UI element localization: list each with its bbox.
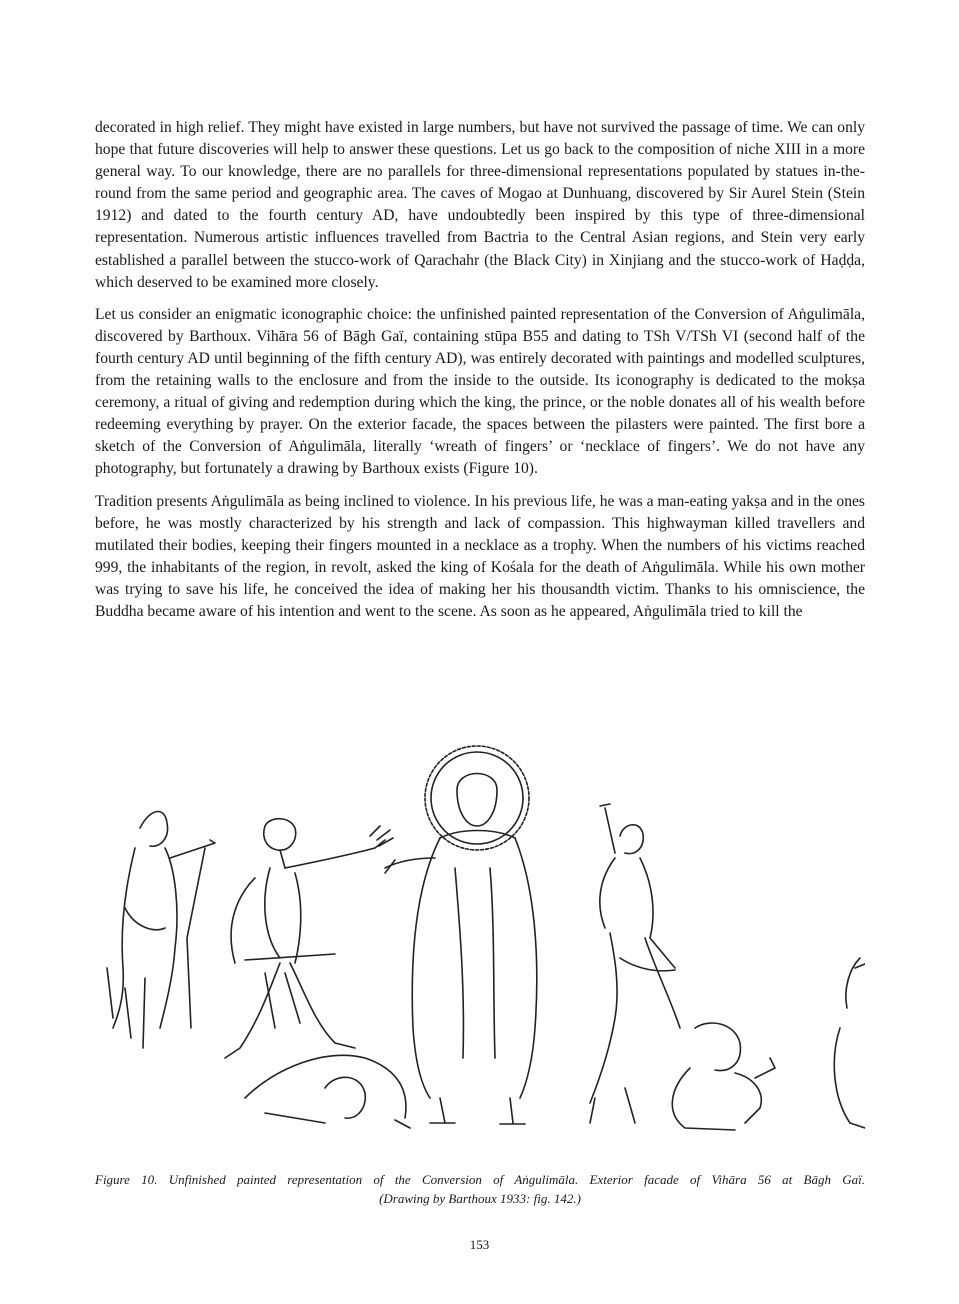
paragraph-2: Let us consider an enigmatic iconographic choice: the unfinished painted representation of the Conversion of Aṅgulimāla, discovered by Barthoux. Vihāra 56 of Bāgh Gaï, containing stūpa B55 and dating to TSh V/TSh VI (second half of the fourth century AD until beginning of the fifth century AD), was entirely decorated with paintings and modelled sculptures, from the retaining walls to the enclosure and from the inside to the outside. Its iconography is dedicated to the mokṣa ceremony, a ritual of giving and redemption during which the king, the prince, or the noble donates all of his wealth before redeeming everything by prayer. On the exterior facade, the spaces between the pilasters were painted. The first bore a sketch of the Conversion of Aṅgulimāla, literally ‘wreath of fingers’ or ‘necklace of fingers’. We do not have any photography, but fortunately a drawing by Barthoux exists (Figure 10). [95,305,865,478]
buddha-figure [385,746,537,1124]
body-text [95,117,865,633]
page-number: 153 [469,1237,490,1252]
figure-drawing [95,728,865,1158]
line-drawing [95,728,865,1158]
left-figure [107,812,215,1048]
kneeling-figure [672,1023,775,1130]
angulimala-figure [225,819,393,1058]
right-partial-figure [834,958,865,1128]
paragraph-1: decorated in high relief. They might have existed in large numbers, but have not survived the passage of time. We can only hope that future discoveries will help to answer these questions. Let us go back to the composition of niche XIII in a more general way. To our knowledge, there are no parallels for three-dimensional representations populated by statues in-the-round from the same period and geographic area. The caves of Mogao at Dunhuang, discovered by Sir Aurel Stein (Stein 1912) and dated to the fourth century AD, have undoubtedly been inspired by this type of three-dimensional representation. Numerous artistic influences travelled from Bactria to the Central Asian regions, and Stein very early established a parallel between the stucco-work of Qarachahr (the Black City) in Xinjiang and the stucco-work of Haḍḍa, which deserved to be examined more closely. [95,119,865,291]
figure-caption [95,1170,865,1208]
mother-figure [590,804,680,1123]
caption-line-1: Figure 10. Unfinished painted representation of the Conversion of Aṅgulimāla. Exterior facade of Vihāra 56 at Bāgh Gaï. [95,1172,865,1187]
caption-line-2: (Drawing by Barthoux 1933: fig. 142.) [379,1191,581,1206]
crouching-figure [245,1055,410,1128]
paragraph-3: Tradition presents Aṅgulimāla as being inclined to violence. In his previous life, he was a man-eating yakṣa and in the ones before, he was mostly characterized by his strength and lack of compassion. This highwayman killed travellers and mutilated their bodies, keeping their fingers mounted in a necklace as a trophy. When the numbers of his victims reached 999, the inhabitants of the region, in revolt, asked the king of Kośala for the death of Aṅgulimāla. While his own mother was trying to save his life, he conceived the idea of making her his thousandth victim. Thanks to his omniscience, the Buddha became aware of his intention and went to the scene. As soon as he appeared, Aṅgulimāla tried to kill the [95,492,865,620]
